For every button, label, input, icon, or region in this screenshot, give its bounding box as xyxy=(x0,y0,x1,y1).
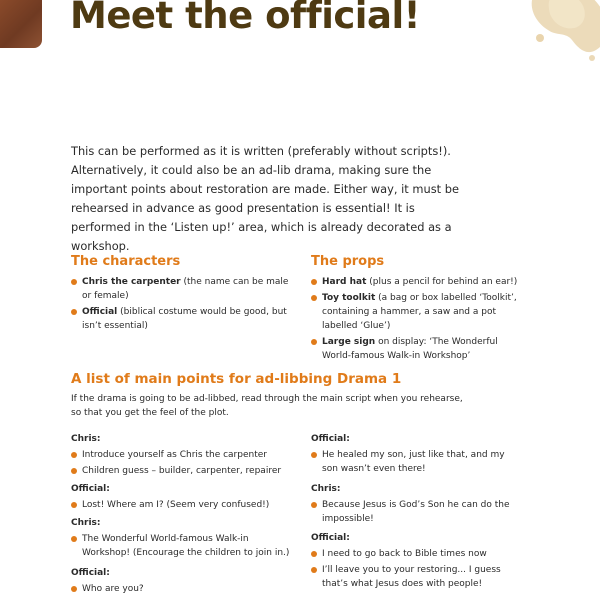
speaker-label: Official: xyxy=(71,568,110,578)
bullet-dot-icon xyxy=(311,567,317,573)
characters-list xyxy=(71,275,291,335)
dialogue-list xyxy=(71,582,296,598)
dialogue-list xyxy=(71,448,296,480)
speaker-label: Official: xyxy=(71,484,110,494)
list-item: Who are you? xyxy=(71,582,296,596)
dialogue-list xyxy=(71,498,296,514)
bullet-dot-icon xyxy=(71,468,77,474)
list-item: The Wonderful World-famous Walk-in Workshop! (Encourage the children to join in.) xyxy=(71,532,296,560)
dialogue-list xyxy=(311,448,523,478)
bullet-dot-icon xyxy=(311,339,317,345)
speaker-label: Chris: xyxy=(311,484,341,494)
speaker-label: Official: xyxy=(311,434,350,444)
bullet-dot-icon xyxy=(311,551,317,557)
bullet-dot-icon xyxy=(71,279,77,285)
list-item: Introduce yourself as Chris the carpenter xyxy=(71,448,296,462)
intro-paragraph: This can be performed as it is written (preferably without scripts!). Alternatively, it could also be an ad-lib drama, making sure the important points about restoration are made. Either way, it must be rehearsed in advance as good presentation is essential! It is performed in the ‘Listen up!’ area, which is already decorated as a workshop. xyxy=(71,144,459,253)
list-item: Large sign on display: ‘The Wonderful World-famous Walk-in Workshop’ xyxy=(311,335,523,363)
props-heading: The props xyxy=(311,254,385,269)
coffee-stain-decoration xyxy=(522,0,600,64)
list-item: Because Jesus is God’s Son he can do the impossible! xyxy=(311,498,523,526)
bullet-dot-icon xyxy=(71,586,77,592)
list-item: I’ll leave you to your restoring... I guess that’s what Jesus does with people! xyxy=(311,563,523,591)
characters-heading: The characters xyxy=(71,254,181,269)
adlib-note: If the drama is going to be ad-libbed, read through the main script when you rehearse, so that you get the feel of the plot. xyxy=(71,394,463,418)
speaker-label: Chris: xyxy=(71,434,101,444)
bullet-dot-icon xyxy=(71,502,77,508)
list-item: Toy toolkit (a bag or box labelled ‘Toolkit’, containing a hammer, a saw and a pot labelled ‘Glue’) xyxy=(311,291,523,333)
bullet-dot-icon xyxy=(311,295,317,301)
list-item: Hard hat (plus a pencil for behind an ear!) xyxy=(311,275,523,289)
dialogue-list xyxy=(311,498,523,528)
bullet-dot-icon xyxy=(71,452,77,458)
props-list xyxy=(311,275,523,365)
speaker-label: Chris: xyxy=(71,518,101,528)
bullet-dot-icon xyxy=(71,309,77,315)
list-item: Chris the carpenter (the name can be male or female) xyxy=(71,275,291,303)
list-item: Official (biblical costume would be good, but isn’t essential) xyxy=(71,305,291,333)
speaker-label: Official: xyxy=(311,533,350,543)
adlib-heading: A list of main points for ad-libbing Drama 1 xyxy=(71,371,402,387)
dialogue-list xyxy=(71,532,296,562)
wood-texture-corner xyxy=(0,0,42,48)
list-item: He healed my son, just like that, and my son wasn’t even there! xyxy=(311,448,523,476)
bullet-dot-icon xyxy=(311,279,317,285)
bullet-dot-icon xyxy=(311,452,317,458)
bullet-dot-icon xyxy=(71,536,77,542)
dialogue-list xyxy=(311,547,523,593)
page-title: Meet the official! xyxy=(70,0,421,37)
list-item: I need to go back to Bible times now xyxy=(311,547,523,561)
bullet-dot-icon xyxy=(311,502,317,508)
list-item: Lost! Where am I? (Seem very confused!) xyxy=(71,498,296,512)
list-item: Children guess – builder, carpenter, repairer xyxy=(71,464,296,478)
